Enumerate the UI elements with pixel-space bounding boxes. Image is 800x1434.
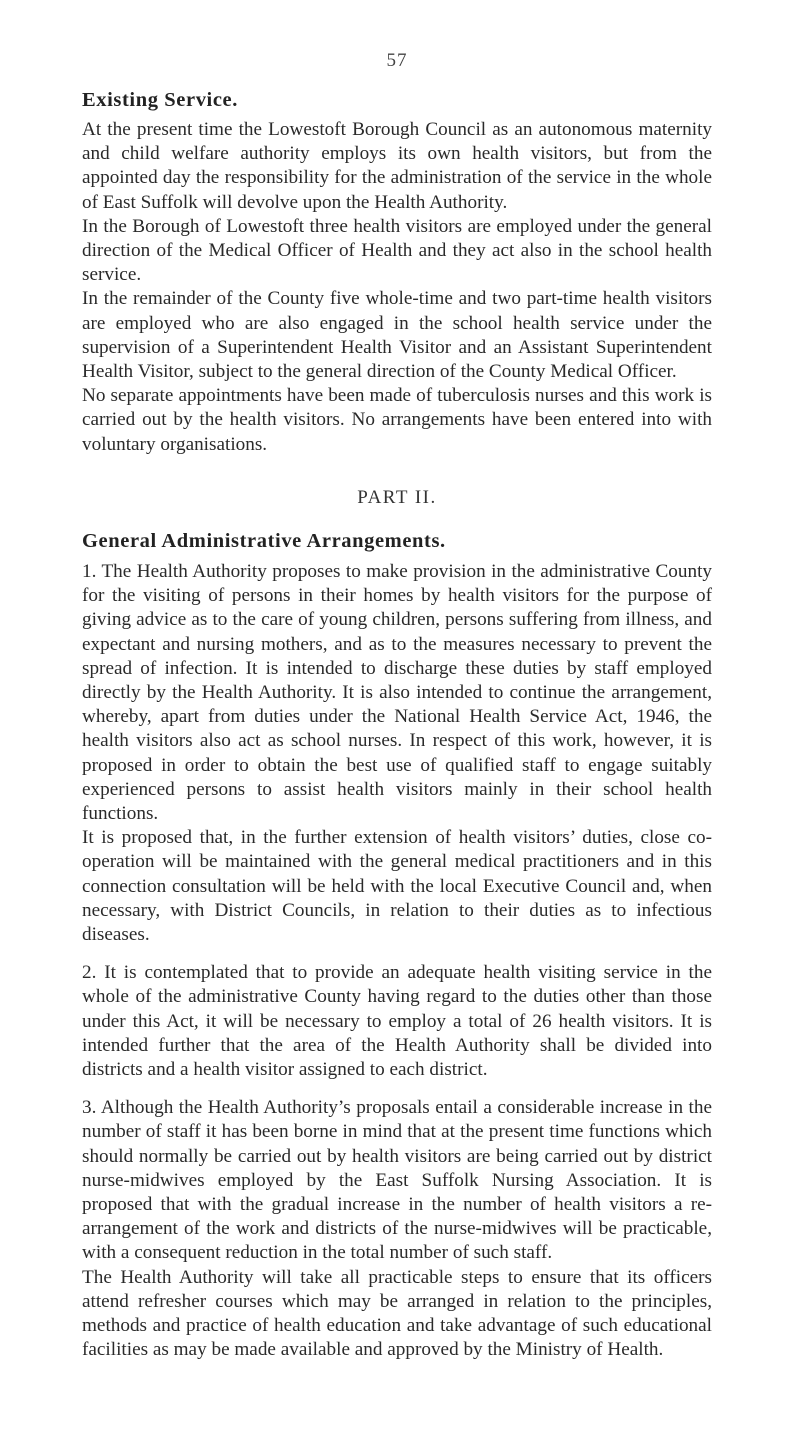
page-number: 57 — [386, 50, 408, 71]
existing-service-paragraph-1: At the present time the Lowestoft Borough Council as an autonomous maternity and child welfare authority employs its own health visitors, but from the appointed day the responsibility for the administration of the service in the whole of East Suffolk will devolve upon the Health Authority. — [82, 119, 712, 213]
existing-service-heading: Existing Service. — [82, 89, 238, 111]
general-arrangements-heading: General Administrative Arrangements. — [82, 530, 446, 552]
general-paragraph-2: 2. It is contemplated that to provide an adequate health visiting service in the whole of the administrative County having regard to the duties other than those under this Act, it will be necessary to employ a total of 26 health visitors. It is intended further that the area of the Health Authority shall be divided into districts and a health visitor assigned to each district. — [82, 962, 712, 1081]
general-paragraph-3b: The Health Authority will take all practicable steps to ensure that its officers attend refresher courses which may be arranged in relation to the principles, methods and practice of health education and take advantage of such educational facilities as may be made available and approved by the Ministry of Health. — [82, 1266, 712, 1361]
existing-service-body — [82, 118, 712, 457]
part-title: PART II. — [357, 487, 437, 508]
existing-service-paragraph-3: In the remainder of the County five whole-time and two part-time health visitors are employed who are also engaged in the school health service under the supervision of a Superintendent Health Visitor and an Assistant Superintendent Health Visitor, subject to the general direction of the County Medical Officer. — [82, 288, 712, 383]
existing-service-paragraph-4: No separate appointments have been made of tuberculosis nurses and this work is carried out by the health visitors. No arrangements have been entered into with voluntary organisations. — [82, 385, 712, 455]
general-paragraph-1: 1. The Health Authority proposes to make provision in the administrative County for the visiting of persons in their homes by health visitors for the purpose of giving advice as to the care of young children, persons suffering from illness, and expectant and nursing mothers, and as to the measures necessary to prevent the spread of infection. It is intended to discharge these duties by staff employed directly by the Health Authority. It is also intended to continue the arrangement, whereby, apart from duties under the National Health Service Act, 1946, the health visitors also act as school nurses. In respect of this work, however, it is proposed in order to obtain the best use of qualified staff to engage suitably experienced persons to assist health visitors mainly in their school health functions. — [82, 561, 712, 825]
general-paragraph-3: 3. Although the Health Authority’s proposals entail a considerable increase in the number of staff it has been borne in mind that at the present time functions which should normally be carried out by health visitors are being carried out by district nurse-midwives employed by the East Suffolk Nursing Association. It is proposed that with the gradual increase in the number of health visitors a re-arrangement of the work and districts of the nurse-midwives will be practicable, with a consequent reduction in the total number of such staff. — [82, 1097, 712, 1264]
general-paragraph-1b: It is proposed that, in the further extension of health visitors’ duties, close co-operation will be maintained with the general medical practitioners and in this connection consultation will be held with the local Executive Council and, when necessary, with District Councils, in relation to their duties as to infectious diseases. — [82, 827, 712, 946]
general-arrangements-body — [82, 560, 712, 1363]
existing-service-paragraph-2: In the Borough of Lowestoft three health visitors are employed under the general direction of the Medical Officer of Health and they act also in the school health service. — [82, 215, 712, 286]
